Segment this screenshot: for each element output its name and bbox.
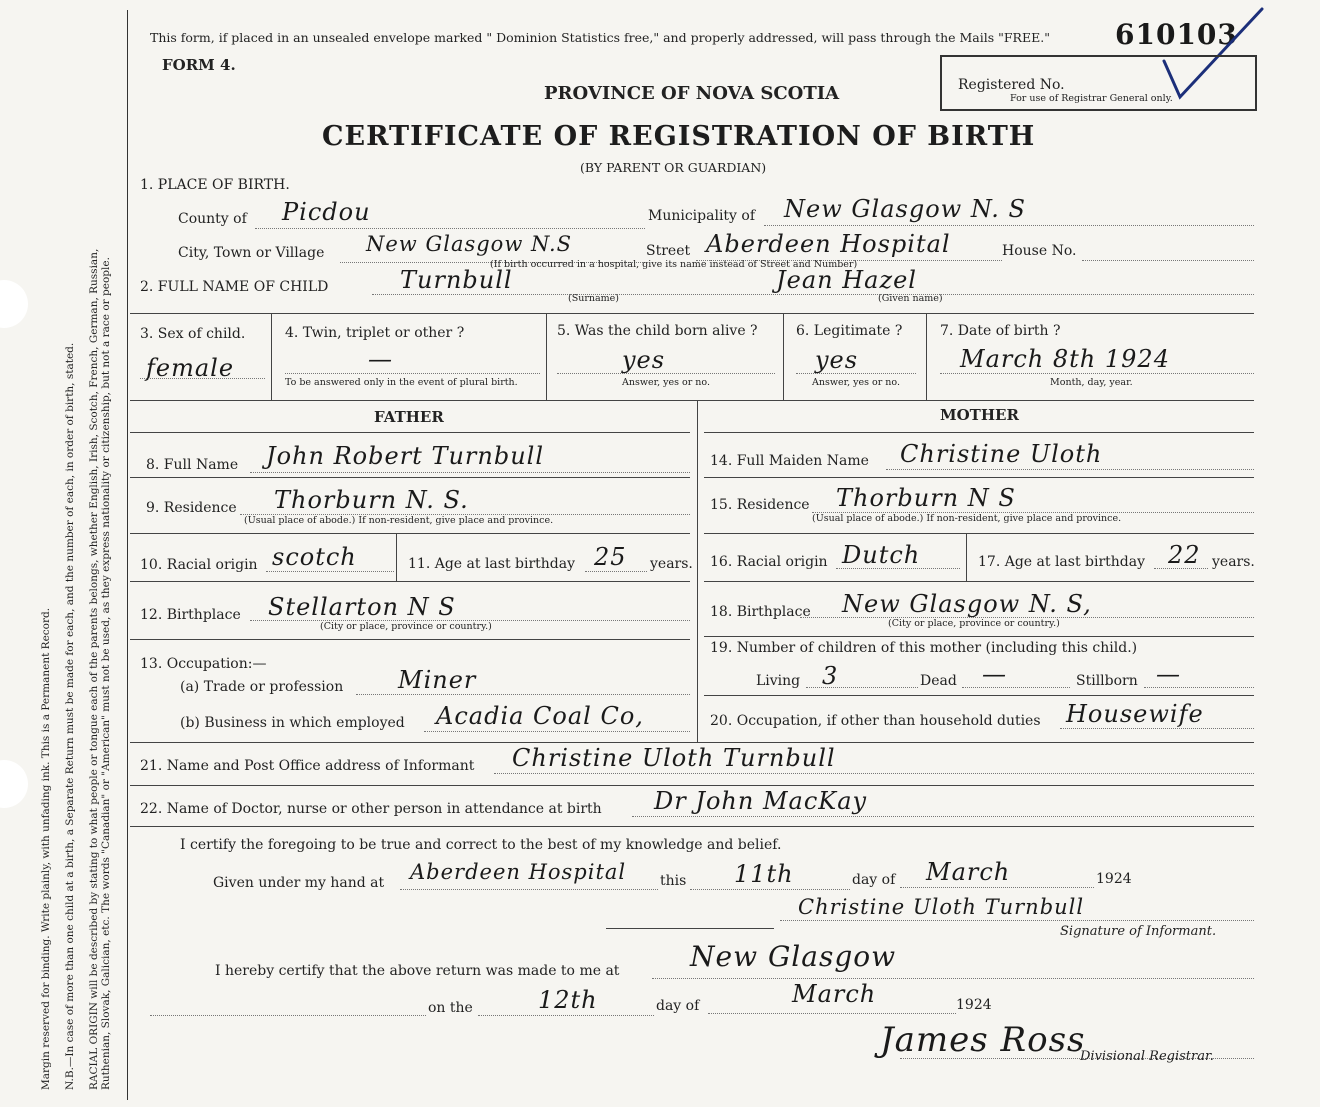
father-racial-value: scotch	[272, 543, 357, 571]
place-of-birth-label: 1. PLACE OF BIRTH.	[140, 177, 290, 193]
date-of-birth-value: March 8th 1924	[960, 345, 1170, 373]
mother-residence-note: (Usual place of abode.) If non-resident, give place and province.	[812, 513, 1122, 524]
registrar-signature: James Ross	[880, 1020, 1086, 1060]
mother-heading: MOTHER	[940, 406, 1019, 424]
mailing-notice: This form, if placed in an unsealed envelope marked " Dominion Statistics free," and properly addressed, will pass through the Mails "FREE."	[150, 30, 1050, 45]
date-of-birth-label: 7. Date of birth ?	[940, 323, 1061, 339]
registered-note: For use of Registrar General only.	[1010, 93, 1173, 104]
registered-box	[940, 55, 1257, 111]
father-age-label: 11. Age at last birthday	[408, 556, 576, 572]
legitimate-label: 6. Legitimate ?	[796, 323, 903, 339]
punch-hole-bottom	[0, 760, 28, 808]
given-year-value: 1924	[1096, 871, 1132, 887]
mother-occupation-value: Housewife	[1066, 700, 1204, 728]
given-name-note: (Given name)	[878, 293, 943, 304]
county-label: County of	[178, 211, 247, 227]
given-day-value: 11th	[734, 860, 794, 888]
margin-note-4: Ruthenian, Slovak, Galician, etc. The words "Canadian" or "American" must not be used, as they express nationality or citizenship, but not a race or people.	[100, 257, 112, 1090]
twin-value: —	[368, 345, 393, 373]
date-of-birth-note: Month, day, year.	[1050, 377, 1133, 388]
dead-value: —	[982, 660, 1007, 688]
informant-value: Christine Uloth Turnbull	[512, 744, 836, 772]
street-label: Street	[646, 243, 691, 259]
form-number: FORM 4.	[162, 56, 236, 74]
margin-note-3: RACIAL ORIGIN will be described by stating to what people or tongue each of the parents belongs, whether English, Irish, Scotch, French, German, Russian,	[88, 248, 100, 1090]
informant-signature: Christine Uloth Turnbull	[798, 895, 1085, 919]
legitimate-note: Answer, yes or no.	[812, 377, 901, 388]
sex-value: female	[146, 354, 235, 382]
municipality-value: New Glasgow N. S	[784, 195, 1026, 223]
occupation-label: 13. Occupation:—	[140, 656, 267, 672]
registrar-day-value: 12th	[538, 986, 598, 1014]
born-alive-value: yes	[622, 346, 666, 374]
father-residence-value: Thorburn N. S.	[274, 486, 469, 514]
father-name-value: John Robert Turnbull	[266, 442, 545, 470]
living-value: 3	[822, 662, 839, 690]
municipality-label: Municipality of	[648, 208, 756, 224]
registrar-day-of-label: day of	[656, 998, 700, 1014]
city-label: City, Town or Village	[178, 245, 325, 261]
mother-years-label: years.	[1212, 554, 1255, 570]
this-label: this	[660, 873, 687, 889]
father-birthplace-label: 12. Birthplace	[140, 607, 241, 623]
doctor-label: 22. Name of Doctor, nurse or other person in attendance at birth	[140, 801, 602, 817]
mother-birthplace-value: New Glasgow N. S,	[842, 590, 1092, 618]
business-value: Acadia Coal Co,	[436, 702, 644, 730]
street-value: Aberdeen Hospital	[706, 230, 951, 258]
sex-label: 3. Sex of child.	[140, 326, 246, 342]
registrar-statement: I hereby certify that the above return was made to me at	[215, 963, 620, 979]
children-label: 19. Number of children of this mother (including this child.)	[710, 640, 1138, 656]
living-label: Living	[756, 673, 801, 689]
surname-note: (Surname)	[568, 293, 619, 304]
mother-name-value: Christine Uloth	[900, 440, 1103, 468]
province-heading: PROVINCE OF NOVA SCOTIA	[544, 83, 840, 104]
registered-label: Registered No.	[958, 77, 1065, 93]
margin-note-1: Margin reserved for binding. Write plainly, with unfading ink. This is a Permanent Record.	[40, 607, 52, 1090]
certify-statement: I certify the foregoing to be true and correct to the best of my knowledge and belief.	[180, 837, 782, 853]
certificate-subtitle: (BY PARENT OR GUARDIAN)	[580, 160, 767, 175]
father-birthplace-note: (City or place, province or country.)	[320, 621, 492, 632]
binding-margin-line	[127, 10, 128, 1100]
certificate-title: CERTIFICATE OF REGISTRATION OF BIRTH	[322, 121, 1036, 152]
mother-racial-label: 16. Racial origin	[710, 554, 828, 570]
dead-label: Dead	[920, 673, 957, 689]
legitimate-value: yes	[815, 346, 859, 374]
registrar-place-value: New Glasgow	[690, 940, 897, 973]
stillborn-label: Stillborn	[1076, 673, 1138, 689]
doctor-value: Dr John MacKay	[654, 787, 868, 815]
father-age-value: 25	[594, 543, 627, 571]
born-alive-note: Answer, yes or no.	[622, 377, 711, 388]
born-alive-label: 5. Was the child born alive ?	[557, 323, 758, 339]
father-racial-label: 10. Racial origin	[140, 557, 258, 573]
registrar-caption: Divisional Registrar.	[1080, 1049, 1214, 1064]
twin-note: To be answered only in the event of plural birth.	[285, 377, 518, 388]
house-no-label: House No.	[1002, 243, 1077, 259]
signature-caption: Signature of Informant.	[1060, 924, 1217, 939]
hospital-note: (If birth occurred in a hospital, give its name instead of Street and Number)	[490, 259, 858, 270]
father-name-label: 8. Full Name	[146, 457, 239, 473]
trade-value: Miner	[398, 666, 477, 694]
given-under-label: Given under my hand at	[213, 875, 385, 891]
child-surname: Turnbull	[400, 266, 513, 294]
father-years-label: years.	[650, 556, 693, 572]
father-residence-label: 9. Residence	[146, 500, 237, 516]
mother-birthplace-label: 18. Birthplace	[710, 604, 811, 620]
stamp-number: 610103	[1115, 18, 1238, 51]
father-birthplace-value: Stellarton N S	[268, 593, 456, 621]
mother-age-label: 17. Age at last birthday	[978, 554, 1146, 570]
father-residence-note: (Usual place of abode.) If non-resident, give place and province.	[244, 515, 554, 526]
mother-residence-value: Thorburn N S	[836, 484, 1016, 512]
given-place-value: Aberdeen Hospital	[410, 860, 627, 884]
father-heading: FATHER	[374, 408, 444, 426]
registrar-month-value: March	[792, 980, 877, 1008]
stillborn-value: —	[1156, 660, 1181, 688]
business-label: (b) Business in which employed	[180, 715, 405, 731]
registrar-year-value: 1924	[956, 997, 992, 1013]
margin-note-2: N.B.—In case of more than one child at a birth, a Separate Return must be made for each, and the number of each, in order of birth, stated.	[64, 342, 76, 1090]
mother-name-label: 14. Full Maiden Name	[710, 453, 869, 469]
given-month-value: March	[926, 858, 1011, 886]
given-day-of-label: day of	[852, 872, 896, 888]
on-the-label: on the	[428, 1000, 473, 1016]
mother-age-value: 22	[1168, 541, 1201, 569]
child-name-label: 2. FULL NAME OF CHILD	[140, 279, 329, 295]
trade-label: (a) Trade or profession	[180, 679, 344, 695]
mother-occupation-label: 20. Occupation, if other than household duties	[710, 713, 1041, 729]
mother-birthplace-note: (City or place, province or country.)	[888, 618, 1060, 629]
informant-label: 21. Name and Post Office address of Informant	[140, 758, 475, 774]
mother-racial-value: Dutch	[842, 541, 921, 569]
child-given-name: Jean Hazel	[776, 266, 917, 294]
county-value: Picdou	[282, 198, 371, 226]
twin-label: 4. Twin, triplet or other ?	[285, 325, 465, 341]
punch-hole-top	[0, 280, 28, 328]
city-value: New Glasgow N.S	[366, 232, 573, 256]
mother-residence-label: 15. Residence	[710, 497, 810, 513]
